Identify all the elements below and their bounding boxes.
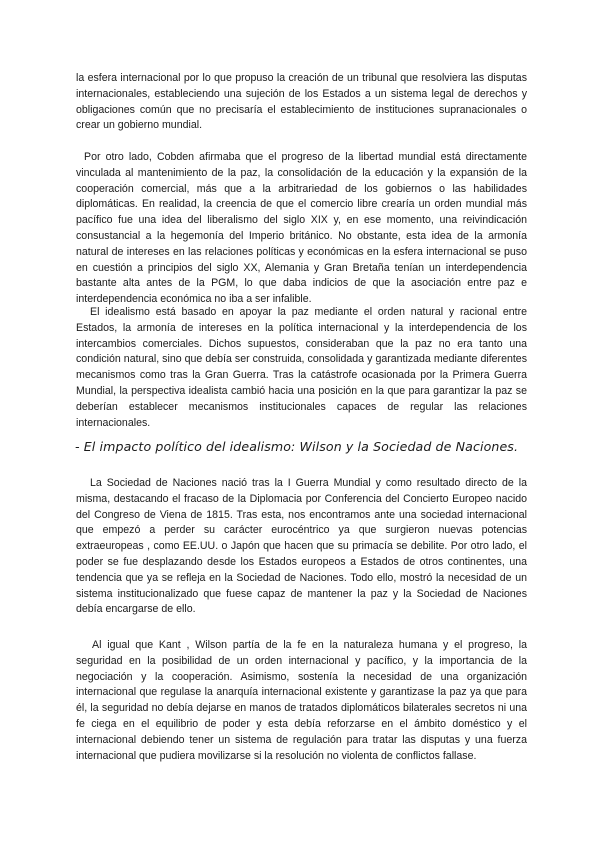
paragraph-cobden: Por otro lado, Cobden afirmaba que el progreso de la libertad mundial está directamente vinculada al mantenimiento de la paz, la consolidación de la educación y la expansión de la cooperación comercial, más que a la arbitrariedad de los gobiernos o las habilidades diplomáticas. En realidad, la creencia de que el comercio libre crearía un orden mundial más pacífico fue una idea del liberalismo del siglo XIX y, en ese momento, una reivindicación consustancial a la hegemonía del Imperio británico. No obstante, esta idea de la armonía natural de intereses en las relaciones políticas y económicas en la esfera internacional se puso en cuestión a principios del siglo XX, Alemania y Gran Bretaña tenían un interdependencia bastante alta antes de la PGM, lo que daba indicios de que la asociación entre paz e interdependencia económica no iba a ser infalible.: [76, 151, 527, 306]
paragraph-sociedad-de-naciones: La Sociedad de Naciones nació tras la I Guerra Mundial y como resultado directo de la misma, destacando el fracaso de la Diplomacia por Conferencia del Concierto Europeo nacido del Congreso de Viena de 1815. Tras esta, nos encontramos ante una sociedad internacional que empezó a perder su carácter eurocéntrico ya que surgieron nuevas potencias extraeuropeas , como EE.UU. o Japón que hacen que su primacía se debilite. Por otro lado, el poder se fue desplazando desde los Estados europeos a Estados de otros continentes, una tendencia que ya se refleja en la Sociedad de Naciones. Todo ello, mostró la necesidad de un sistema institucionalizado que fuese capaz de mantener la paz y la Sociedad de Naciones debía encargarse de ello.: [76, 477, 527, 616]
paragraph-tribunal-internacional: la esfera internacional por lo que propuso la creación de un tribunal que resolviera las disputas internacionales, estableciendo una sujeción de los Estados a un sistema legal de derechos y obligaciones común que no precisaría el establecimiento de instituciones supranacionales o crear un gobierno mundial.: [76, 72, 527, 132]
paragraph-wilson-kant: Al igual que Kant , Wilson partía de la fe en la naturaleza humana y el progreso, la seguridad en la posibilidad de un orden internacional y pacífico, y la importancia de la negociación y la cooperación. Asimismo, sostenía la necesidad de una organización internacional que regulase la anarquía internacional existente y garantizase la paz ya que para él, la seguridad no debía dejarse en manos de tratados diplomáticos bilaterales secretos ni una fe ciega en el equilibrio de poder y esta debía reforzarse en el ámbito doméstico y el internacional debiendo tener un sistema de regulación para tratar las disputas y una fuerza internacional que pudiera movilizarse si la resolución no violenta de conflictos fallase.: [76, 639, 527, 762]
paragraph-idealismo: El idealismo está basado en apoyar la paz mediante el orden natural y racional entre Estados, la armonía de intereses en la política internacional y la interdependencia de los intercambios comerciales. Dichos supuestos, consideraban que la paz no era tanto una condición natural, sino que debía ser construida, consolidada y garantizada mediante diferentes mecanismos como tras la Gran Guerra. Tras la catástrofe ocasionada por la Primera Guerra Mundial, la perspectiva idealista cambió hacia una posición en la que para garantizar la paz se deberían establecer mecanismos institucionales capaces de regular las relaciones internacionales.: [76, 306, 527, 429]
section-heading: - El impacto político del idealismo: Wilson y la Sociedad de Naciones.: [75, 439, 519, 454]
